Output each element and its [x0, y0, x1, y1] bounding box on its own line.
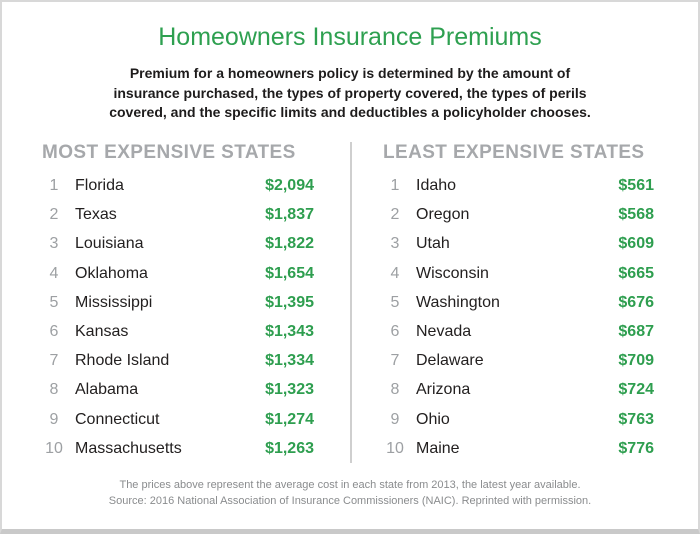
- rank: 5: [390, 293, 400, 311]
- state-name: Kansas: [75, 323, 129, 341]
- premium-value: $1,343: [265, 323, 314, 341]
- table-row: [383, 434, 654, 463]
- least-expensive-header: LEAST EXPENSIVE STATES: [383, 141, 645, 163]
- premium-value: $1,323: [265, 381, 314, 399]
- table-row: [383, 317, 654, 346]
- rank: 6: [49, 323, 59, 341]
- table-row: [42, 376, 314, 405]
- premium-value: $1,822: [265, 235, 314, 253]
- footer-line-2: Source: 2016 National Association of Insurance Commissioners (NAIC). Reprinted with permission.: [108, 495, 592, 508]
- state-name: Oregon: [416, 206, 470, 224]
- least-expensive-list: [383, 172, 654, 464]
- table-row: [383, 376, 654, 405]
- table-row: [42, 230, 314, 259]
- premium-value: $763: [618, 410, 654, 428]
- rank: 9: [390, 410, 400, 428]
- table-row: [42, 434, 314, 463]
- subtitle-line-2: insurance purchased, the types of property covered, the types of perils: [113, 84, 587, 101]
- premium-value: $724: [618, 381, 654, 399]
- subtitle-line-3: covered, and the specific limits and deductibles a policyholder chooses.: [109, 104, 591, 120]
- state-name: Mississippi: [75, 293, 153, 311]
- table-row: [42, 347, 314, 376]
- rank: 10: [45, 439, 63, 457]
- table-row: [42, 288, 314, 317]
- state-name: Rhode Island: [75, 352, 170, 370]
- most-expensive-column: [2, 142, 350, 464]
- rank: 10: [386, 439, 404, 457]
- rank: 2: [49, 206, 59, 224]
- premium-value: $687: [618, 323, 654, 341]
- state-name: Utah: [416, 235, 450, 253]
- rank: 3: [390, 235, 400, 253]
- rank: 4: [49, 264, 59, 282]
- premium-value: $1,334: [265, 352, 314, 370]
- state-name: Massachusetts: [75, 439, 182, 457]
- rank: 1: [49, 177, 59, 195]
- premium-value: $676: [618, 293, 654, 311]
- footer-note: [2, 477, 698, 509]
- rank: 7: [49, 352, 59, 370]
- rank: 2: [390, 206, 400, 224]
- state-name: Arizona: [416, 381, 471, 399]
- page-title: Homeowners Insurance Premiums: [158, 23, 542, 51]
- state-name: Nevada: [416, 323, 472, 341]
- table-row: [42, 201, 314, 230]
- ranking-columns: [2, 142, 698, 464]
- most-expensive-list: [42, 172, 314, 464]
- state-name: Washington: [416, 293, 500, 311]
- premium-value: $1,654: [265, 264, 314, 282]
- premium-value: $1,395: [265, 293, 314, 311]
- premium-value: $1,837: [265, 206, 314, 224]
- state-name: Delaware: [416, 352, 484, 370]
- table-row: [42, 405, 314, 434]
- state-name: Oklahoma: [75, 264, 148, 282]
- state-name: Louisiana: [75, 235, 144, 253]
- state-name: Wisconsin: [416, 264, 489, 282]
- subtitle-line-1: Premium for a homeowners policy is determined by the amount of: [129, 65, 571, 81]
- table-row: [383, 259, 654, 288]
- premium-value: $665: [618, 264, 654, 282]
- most-expensive-header: MOST EXPENSIVE STATES: [42, 141, 296, 163]
- premium-value: $568: [618, 206, 654, 224]
- rank: 5: [49, 293, 59, 311]
- state-name: Florida: [75, 177, 124, 195]
- rank: 8: [49, 381, 59, 399]
- rank: 1: [390, 177, 400, 195]
- least-expensive-column: [350, 142, 698, 464]
- table-row: [383, 288, 654, 317]
- rank: 8: [390, 381, 400, 399]
- footer-line-1: The prices above represent the average cost in each state from 2013, the latest year available.: [119, 479, 581, 492]
- table-row: [42, 172, 314, 201]
- premium-value: $776: [618, 439, 654, 457]
- table-row: [383, 201, 654, 230]
- state-name: Connecticut: [75, 410, 160, 428]
- state-name: Idaho: [416, 177, 457, 195]
- rank: 6: [390, 323, 400, 341]
- premium-value: $709: [618, 352, 654, 370]
- rank: 9: [49, 410, 59, 428]
- state-name: Texas: [75, 206, 117, 224]
- rank: 4: [390, 264, 400, 282]
- table-row: [383, 347, 654, 376]
- premium-value: $609: [618, 235, 654, 253]
- premium-value: $1,274: [265, 410, 314, 428]
- table-row: [42, 259, 314, 288]
- premium-value: $1,263: [265, 439, 314, 457]
- table-row: [383, 405, 654, 434]
- premium-value: $2,094: [265, 177, 314, 195]
- rank: 3: [49, 235, 59, 253]
- subtitle: [2, 64, 698, 123]
- state-name: Maine: [416, 439, 460, 457]
- state-name: Ohio: [416, 410, 450, 428]
- table-row: [383, 230, 654, 259]
- rank: 7: [390, 352, 400, 370]
- table-row: [383, 172, 654, 201]
- state-name: Alabama: [75, 381, 139, 399]
- table-row: [42, 317, 314, 346]
- premium-value: $561: [618, 177, 654, 195]
